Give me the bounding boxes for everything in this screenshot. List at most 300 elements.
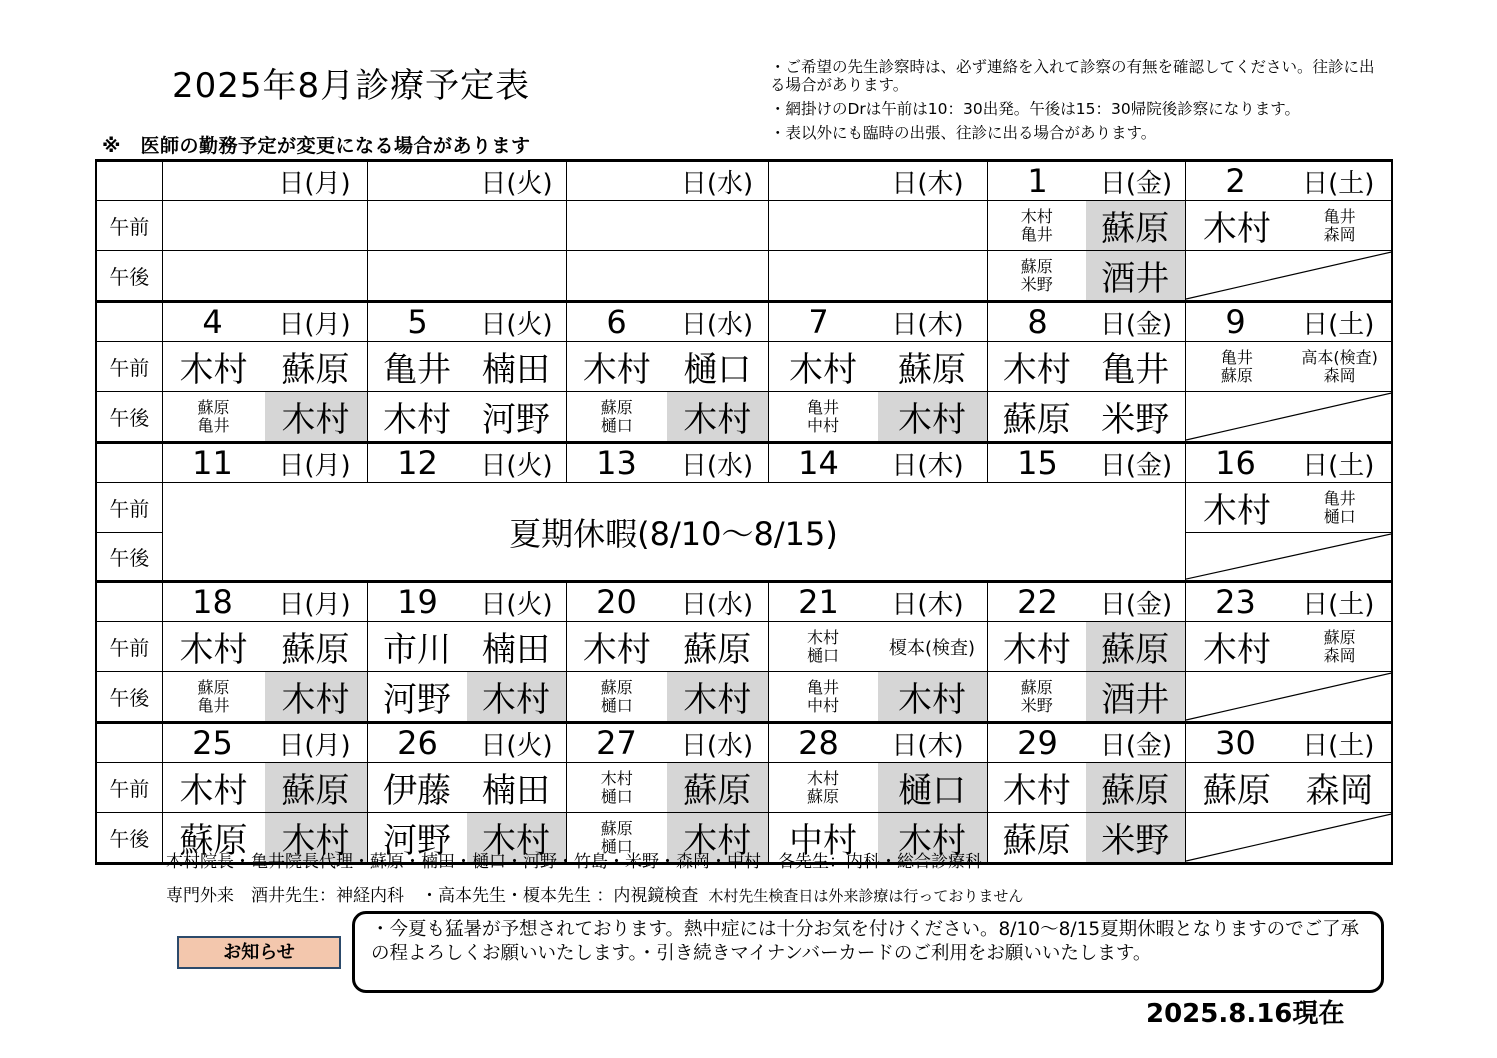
page-title: 2025年8月診療予定表 [172,66,531,106]
slot-cell [162,622,367,672]
doctor-names [601,679,633,715]
doctor-names [1101,622,1169,671]
first-doctor [567,392,668,441]
second-doctor [1288,483,1391,532]
slot-cell [566,251,768,302]
slot-cell [987,392,1185,443]
weekday-name: 日(木) [891,450,964,481]
day-number: 20 [596,583,637,621]
slot-cell [987,813,1185,864]
date-cell [162,443,367,483]
first-doctor [769,342,878,391]
second-doctor [265,672,367,721]
date-header [567,162,768,200]
day-number: 27 [596,724,637,762]
first-doctor [163,342,265,391]
am-row [96,201,1392,251]
doctor-names [1021,258,1053,294]
slot-cell [367,622,566,672]
first-doctor [988,201,1087,250]
doctor-name: 亀井 [1220,347,1253,367]
weekday-name: 日(月) [278,589,351,620]
weekday-name: 日(月) [278,730,351,761]
slot-cell [566,763,768,813]
doctor-names [282,342,350,391]
doctor-pair [567,763,768,812]
doctor-names [1003,813,1071,862]
date-cell [1185,723,1392,763]
weekday-name: 日(土) [1302,730,1375,761]
day-number: 4 [202,303,223,341]
doctor-name: 樋口 [600,415,633,435]
pm-label: 午後 [96,672,162,723]
first-doctor [1186,483,1289,532]
day-number: 23 [1215,583,1256,621]
first-doctor [163,392,265,441]
first-doctor [988,813,1087,862]
first-doctor [368,251,467,300]
date-cell [566,302,768,342]
doctor-pair [1186,763,1392,812]
doctor-names [807,629,839,665]
first-doctor [163,251,265,300]
closed-slash [1186,251,1392,300]
date-header [988,444,1185,482]
slot-cell [1185,672,1392,723]
slot-cell [367,251,566,302]
doctor-name: 樋口 [806,645,839,665]
first-doctor [769,763,878,812]
day-number: 9 [1225,303,1246,341]
doctor-name: 亀井 [1323,206,1356,226]
day-number: 11 [192,444,233,482]
doctor-name: 木村 [1202,491,1271,531]
doctor-names [898,672,966,721]
second-doctor [467,392,566,441]
second-doctor [667,622,768,671]
doctor-names [1003,763,1071,812]
closed-slash [1186,533,1392,580]
doctor-name: 木村 [179,350,248,390]
date-header [163,162,367,200]
row-label-blank [96,302,162,342]
first-doctor [567,251,668,300]
second-doctor [265,622,367,671]
doctor-name: 楠田 [482,771,550,811]
second-doctor [667,201,768,250]
date-cell [768,443,987,483]
doctor-name: 木村 [683,680,752,720]
second-doctor [667,763,768,812]
date-cell [987,443,1185,483]
doctor-name: 中村 [806,695,839,715]
slot-cell [987,342,1185,392]
doctor-pair [368,672,566,721]
date-cell [566,723,768,763]
first-doctor [1186,622,1289,671]
first-doctor [988,392,1087,441]
second-doctor [1288,622,1391,671]
slot-cell [566,672,768,723]
date-header [368,444,566,482]
doctor-name: 蘇原 [197,677,230,697]
date-header [988,162,1185,200]
doctor-name: 木村 [482,680,550,720]
doctor-pair [988,251,1185,300]
date-header [567,444,768,482]
weekday-name: 日(木) [891,168,964,199]
doctor-pair [368,201,566,250]
date-cell [367,302,566,342]
weekday-name: 日(火) [480,450,553,481]
specialist-text: 専門外来 酒井先生：神経内科 ・高本先生・榎本先生 ：内視鏡検査 [166,886,699,906]
doctor-pair [1186,342,1392,391]
doctor-names [482,342,550,391]
doctor-names [1101,342,1169,391]
slot-cell [768,392,987,443]
doctor-pair [988,672,1185,721]
second-doctor [467,672,566,721]
second-doctor [1086,251,1185,300]
doctor-name: 蘇原 [1101,630,1170,670]
date-header [1186,724,1392,762]
slot-cell [367,392,566,443]
doctor-names [1203,201,1271,250]
doctor-names [1021,679,1053,715]
date-header [567,724,768,762]
weekday-name: 日(金) [1099,730,1173,761]
first-doctor [1186,201,1289,250]
date-row [96,161,1392,201]
second-doctor [878,672,987,721]
doctor-names [807,399,839,435]
doctor-name: 楠田 [482,350,550,390]
day-number: 19 [397,583,438,621]
doctor-name: 蘇原 [281,350,350,390]
slot-cell [768,201,987,251]
day-number: 16 [1215,444,1256,482]
second-doctor [1086,672,1185,721]
first-doctor [163,201,265,250]
doctor-pair [988,342,1185,391]
doctor-names [1221,349,1253,385]
doctor-name: 木村 [482,821,550,861]
weekday-name: 日(火) [480,168,553,199]
second-doctor [878,763,987,812]
note-2: ・網掛けのDrは午前は10：30出発。午後は15：30帰院後診察になります。 [770,100,1300,118]
doctor-pair [988,763,1185,812]
doctor-names [1003,342,1071,391]
note-1: ・ご希望の先生診察時は、必ず連絡を入れて診察の有無を確認してください。往診に出る場合があります。 [770,58,1375,94]
date-cell [566,161,768,201]
weekday-name: 日(月) [278,309,351,340]
day-number: 21 [798,583,839,621]
day-number: 29 [1017,724,1058,762]
date-row [96,723,1392,763]
second-doctor [1086,763,1185,812]
second-doctor [265,251,367,300]
date-cell [566,443,768,483]
doctor-name: 酒井 [1101,680,1170,720]
doctor-name: 木村 [898,400,966,440]
slot-cell [367,342,566,392]
date-cell [162,582,367,622]
doctor-name: 高本(検査) [1301,347,1378,367]
second-doctor [878,342,987,391]
date-header [1186,162,1392,200]
doctor-name: 蘇原 [806,786,839,806]
doctor-pair [567,342,768,391]
second-doctor [878,251,987,300]
weekday-name: 日(水) [680,589,754,620]
doctor-pair [163,392,367,441]
slot-cell [162,201,367,251]
first-doctor [163,763,265,812]
doctor-name: 木村 [179,630,248,670]
day-number: 2 [1225,162,1246,200]
first-doctor [1186,342,1289,391]
slot-cell [367,672,566,723]
doctor-name: 蘇原 [1101,771,1170,811]
row-label-blank [96,582,162,622]
weekday-name: 日(水) [680,730,754,761]
doctor-names [683,763,751,812]
second-doctor [467,201,566,250]
doctor-names [601,399,633,435]
day-number: 18 [192,583,233,621]
doctor-name: 木村 [898,680,966,720]
second-doctor [467,342,566,391]
doctor-names [1324,490,1356,526]
doctor-names [197,679,229,715]
date-header [1186,303,1392,341]
doctor-name: 亀井 [1323,488,1356,508]
first-doctor [988,622,1087,671]
doctor-name: 蘇原 [1323,627,1356,647]
first-doctor [368,201,467,250]
doctor-pair [368,342,566,391]
first-doctor [567,763,668,812]
day-number: 25 [192,724,233,762]
date-header [567,303,768,341]
date-header [769,724,987,762]
doctor-names [1203,622,1271,671]
doctor-names [807,770,839,806]
date-header [769,583,987,621]
pm-label: 午後 [96,392,162,443]
doctor-pair [988,392,1185,441]
weekday-name: 日(月) [278,450,351,481]
day-number: 12 [397,444,438,482]
first-doctor [988,342,1087,391]
first-doctor [567,672,668,721]
doctor-name: 木村 [1202,209,1271,249]
day-number: 6 [606,303,627,341]
doctor-names [282,672,350,721]
am-label: 午前 [96,483,162,533]
slot-cell [1185,342,1392,392]
doctor-name: 亀井 [806,677,839,697]
doctor-name: 米野 [1020,274,1053,294]
subtitle: ※ 医師の勤務予定が変更になる場合があります [102,135,531,157]
doctor-pair [163,201,367,250]
doctor-names [898,392,966,441]
doctor-pair [769,763,987,812]
weekday-name: 日(土) [1302,168,1375,199]
doctor-names [1301,349,1378,385]
doctor-pair [163,342,367,391]
am-row [96,483,1392,533]
doctor-names [1003,622,1071,671]
doctor-name: 蘇原 [281,630,350,670]
doctor-name: 木村 [1020,206,1053,226]
day-number: 7 [808,303,829,341]
date-header [368,724,566,762]
doctor-pair [769,392,987,441]
first-doctor [368,342,467,391]
doctor-names [789,342,857,391]
doctor-name: 木村 [281,821,350,861]
doctor-name: 河野 [482,400,550,440]
date-cell [367,582,566,622]
first-doctor [368,672,467,721]
doctor-name: 木村 [1002,630,1071,670]
first-doctor [769,622,878,671]
doctor-names [889,634,975,660]
second-doctor [1086,392,1185,441]
second-doctor [667,672,768,721]
doctor-pair [567,201,768,250]
doctor-pair [988,813,1185,862]
doctor-name: 亀井 [1101,350,1170,390]
slot-cell [566,342,768,392]
second-doctor [667,392,768,441]
first-doctor [163,672,265,721]
day-number: 28 [798,724,839,762]
notice-button[interactable]: お知らせ [177,936,341,969]
doctor-names [383,763,451,812]
pm-label: 午後 [96,813,162,864]
weekday-name: 日(火) [480,309,553,340]
date-cell [162,302,367,342]
pm-label: 午後 [96,533,162,582]
day-number: 8 [1027,303,1048,341]
doctor-name: 蘇原 [600,677,633,697]
doctor-name: 榎本(検査) [888,637,976,659]
slot-cell [987,251,1185,302]
note-3: ・表以外にも臨時の出張、往診に出る場合があります。 [770,124,1157,142]
doctor-pair [769,342,987,391]
date-row [96,582,1392,622]
second-doctor [878,392,987,441]
doctor-names [683,672,751,721]
second-doctor [1086,622,1185,671]
doctor-name: 森岡 [1323,645,1356,665]
second-doctor [467,763,566,812]
weekday-name: 日(土) [1302,450,1375,481]
second-doctor [667,251,768,300]
doctor-name: 森岡 [1323,365,1356,385]
date-cell [1185,302,1392,342]
doctor-name: 木村 [806,627,839,647]
doctor-name: 森岡 [1305,771,1374,811]
first-doctor [368,763,467,812]
slot-cell [768,763,987,813]
first-doctor [769,251,878,300]
am-label: 午前 [96,201,162,251]
date-header [163,444,367,482]
doctor-pair [163,251,367,300]
slot-cell [566,622,768,672]
doctor-name: 蘇原 [1002,821,1071,861]
doctor-names [683,622,751,671]
doctor-pair [988,622,1185,671]
slot-cell [1185,533,1392,582]
doctor-name: 河野 [383,680,451,720]
date-header [1186,583,1392,621]
am-row [96,342,1392,392]
slot-cell [768,622,987,672]
weekday-name: 日(木) [891,309,964,340]
doctor-name: 木村 [1002,350,1071,390]
doctor-pair [769,251,987,300]
slot-cell [1185,251,1392,302]
weekday-name: 日(木) [891,730,964,761]
weekday-name: 日(水) [680,450,754,481]
first-doctor [769,201,878,250]
slot-cell [162,251,367,302]
doctor-pair [567,251,768,300]
doctor-pair [163,622,367,671]
second-doctor [1288,763,1391,812]
slot-cell [768,342,987,392]
weekday-name: 日(火) [480,730,553,761]
doctor-names [1003,392,1071,441]
doctor-names [383,622,451,671]
slot-cell [1185,813,1392,864]
doctor-names [1306,763,1374,812]
slot-cell [987,622,1185,672]
doctor-names [383,392,451,441]
date-header [769,444,987,482]
doctor-names [1101,813,1169,862]
doctor-name: 樋口 [1323,506,1356,526]
day-number: 14 [798,444,839,482]
weekday-name: 日(金) [1099,168,1173,199]
slot-cell [987,672,1185,723]
doctor-names [583,342,651,391]
second-doctor [1288,342,1391,391]
doctor-names [1101,763,1169,812]
doctor-pair [368,251,566,300]
doctor-names [180,622,248,671]
doctor-name: 蘇原 [683,630,752,670]
doctor-name: 米野 [1101,821,1170,861]
specialist-legend [166,881,1023,906]
doctor-name: 蘇原 [197,397,230,417]
doctor-names [1324,208,1356,244]
doctor-name: 木村 [281,680,350,720]
slot-cell [162,342,367,392]
date-cell [768,582,987,622]
date-row [96,443,1392,483]
weekday-name: 日(木) [891,589,964,620]
doctor-names [1021,208,1053,244]
doctor-pair [368,763,566,812]
doctor-names [1101,392,1169,441]
date-header [368,162,566,200]
doctor-name: 伊藤 [383,771,451,811]
